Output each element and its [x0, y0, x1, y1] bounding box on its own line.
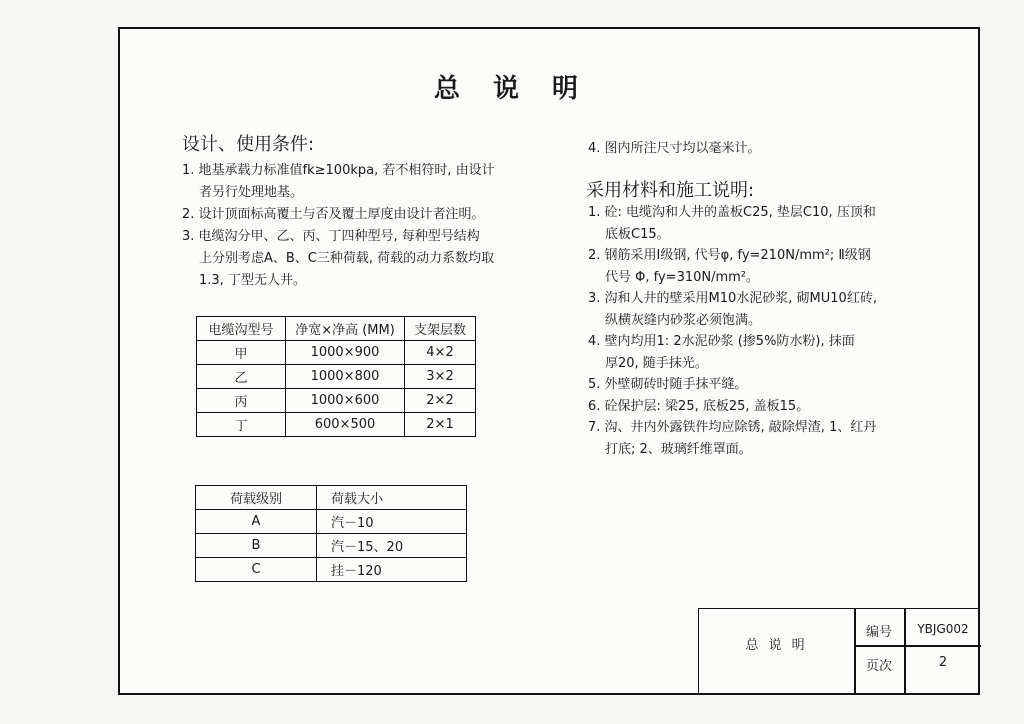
table-row: [197, 365, 476, 389]
load-class-table: [195, 485, 467, 582]
table-row: [197, 413, 476, 437]
material-item-7-line-1: 7. 沟、井内外露铁件均应除锈, 敲除焊渣, 1、红丹: [588, 420, 877, 435]
table-cell: 丙: [197, 389, 286, 413]
material-item-7-line-2: 打底; 2、玻璃纤维罩面。: [605, 441, 752, 457]
material-item-4-line-2: 厚20, 随手抹光。: [605, 355, 708, 371]
page-label: 页次: [865, 659, 892, 674]
design-item-1: [182, 160, 562, 204]
material-item-2-line-2: 代号 Φ, fy=310N/mm²。: [605, 269, 760, 285]
code-value: YBJG002: [917, 622, 969, 636]
material-item-6-line-1: 6. 砼保护层: 梁25, 底板25, 盖板15。: [588, 398, 810, 414]
material-item-3: [588, 288, 918, 331]
design-item-3-line-1: 3. 电缆沟分甲、乙、丙、丁四种型号, 每种型号结构: [182, 229, 480, 244]
table-cell: 4×2: [405, 341, 476, 365]
table-cell: B: [196, 534, 317, 558]
table-row: [196, 558, 467, 582]
design-item-3-line-2: 上分别考虑A、B、C三种荷载, 荷载的动力系数均取: [199, 251, 495, 266]
material-item-1-line-1: 1. 砼: 电缆沟和人井的盖板C25, 垫层C10, 压顶和: [588, 205, 876, 220]
table-cell: 600×500: [286, 413, 405, 437]
material-item-5: [588, 374, 918, 396]
material-item-4-line-1: 4. 壁内均用1: 2水泥砂浆 (掺5%防水粉), 抹面: [588, 334, 855, 349]
table-cell: 1000×800: [286, 365, 405, 389]
table-cell: A: [196, 510, 317, 534]
material-item-2-line-1: 2. 钢筋采用Ⅰ级钢, 代号φ, fy=210N/mm²; Ⅱ级钢: [588, 248, 871, 263]
table-header-row: [197, 317, 476, 341]
table-cell: 甲: [197, 341, 286, 365]
table-cell: 乙: [197, 365, 286, 389]
title-block-divider: [854, 645, 981, 647]
table-row: [197, 389, 476, 413]
materials-heading: 采用材料和施工说明:: [586, 180, 755, 201]
material-item-3-line-2: 纵横灰缝内砂浆必须饱满。: [605, 312, 762, 328]
table-cell: 挂－120: [317, 558, 467, 582]
material-item-1: [588, 202, 918, 245]
table-cell: C: [196, 558, 317, 582]
design-item-2: [182, 204, 562, 226]
table-cell: 1000×600: [286, 389, 405, 413]
material-item-3-line-1: 3. 沟和人井的壁采用M10水泥砂浆, 砌MU10红砖,: [588, 291, 877, 306]
table-cell: 3×2: [405, 365, 476, 389]
design-item-3: [182, 226, 562, 292]
material-item-1-line-2: 底板C15。: [605, 226, 670, 242]
table-header-cell: 电缆沟型号: [197, 317, 286, 341]
table-cell: 2×2: [405, 389, 476, 413]
code-label: 编号: [865, 625, 892, 640]
table-header-cell: 支架层数: [405, 317, 476, 341]
materials-list: [588, 202, 918, 460]
design-conditions-list: [182, 160, 562, 292]
title-block: [698, 608, 980, 695]
material-item-5-line-1: 5. 外壁砌砖时随手抹平缝。: [588, 377, 748, 392]
table-row: [197, 341, 476, 365]
design-item-2-line-1: 2. 设计顶面标高覆土与否及覆土厚度由设计者注明。: [182, 207, 485, 222]
document-title: 总 说 明: [433, 74, 591, 104]
page-value: 2: [938, 655, 948, 670]
table-cell: 汽－10: [317, 510, 467, 534]
table-header-cell: 荷载大小: [317, 486, 467, 510]
dimension-note: 4. 图内所注尺寸均以毫米计。: [588, 141, 761, 156]
material-item-7: [588, 417, 918, 460]
cable-trench-table: [196, 316, 476, 437]
table-cell: 丁: [197, 413, 286, 437]
table-header-cell: 荷载级别: [196, 486, 317, 510]
table-header-row: [196, 486, 467, 510]
material-item-2: [588, 245, 918, 288]
table-row: [196, 534, 467, 558]
table-header-cell: 净宽×净高 (MM): [286, 317, 405, 341]
design-item-1-line-2: 者另行处理地基。: [199, 185, 304, 200]
material-item-4: [588, 331, 918, 374]
title-block-name: 总 说 明: [745, 638, 808, 653]
design-conditions-heading: 设计、使用条件:: [182, 134, 315, 155]
material-item-6: [588, 396, 918, 418]
table-cell: 2×1: [405, 413, 476, 437]
table-cell: 汽－15、20: [317, 534, 467, 558]
table-row: [196, 510, 467, 534]
table-cell: 1000×900: [286, 341, 405, 365]
design-item-1-line-1: 1. 地基承载力标准值fk≥100kpa, 若不相符时, 由设计: [182, 163, 495, 178]
design-item-3-line-3: 1.3, 丁型无人井。: [199, 273, 306, 288]
